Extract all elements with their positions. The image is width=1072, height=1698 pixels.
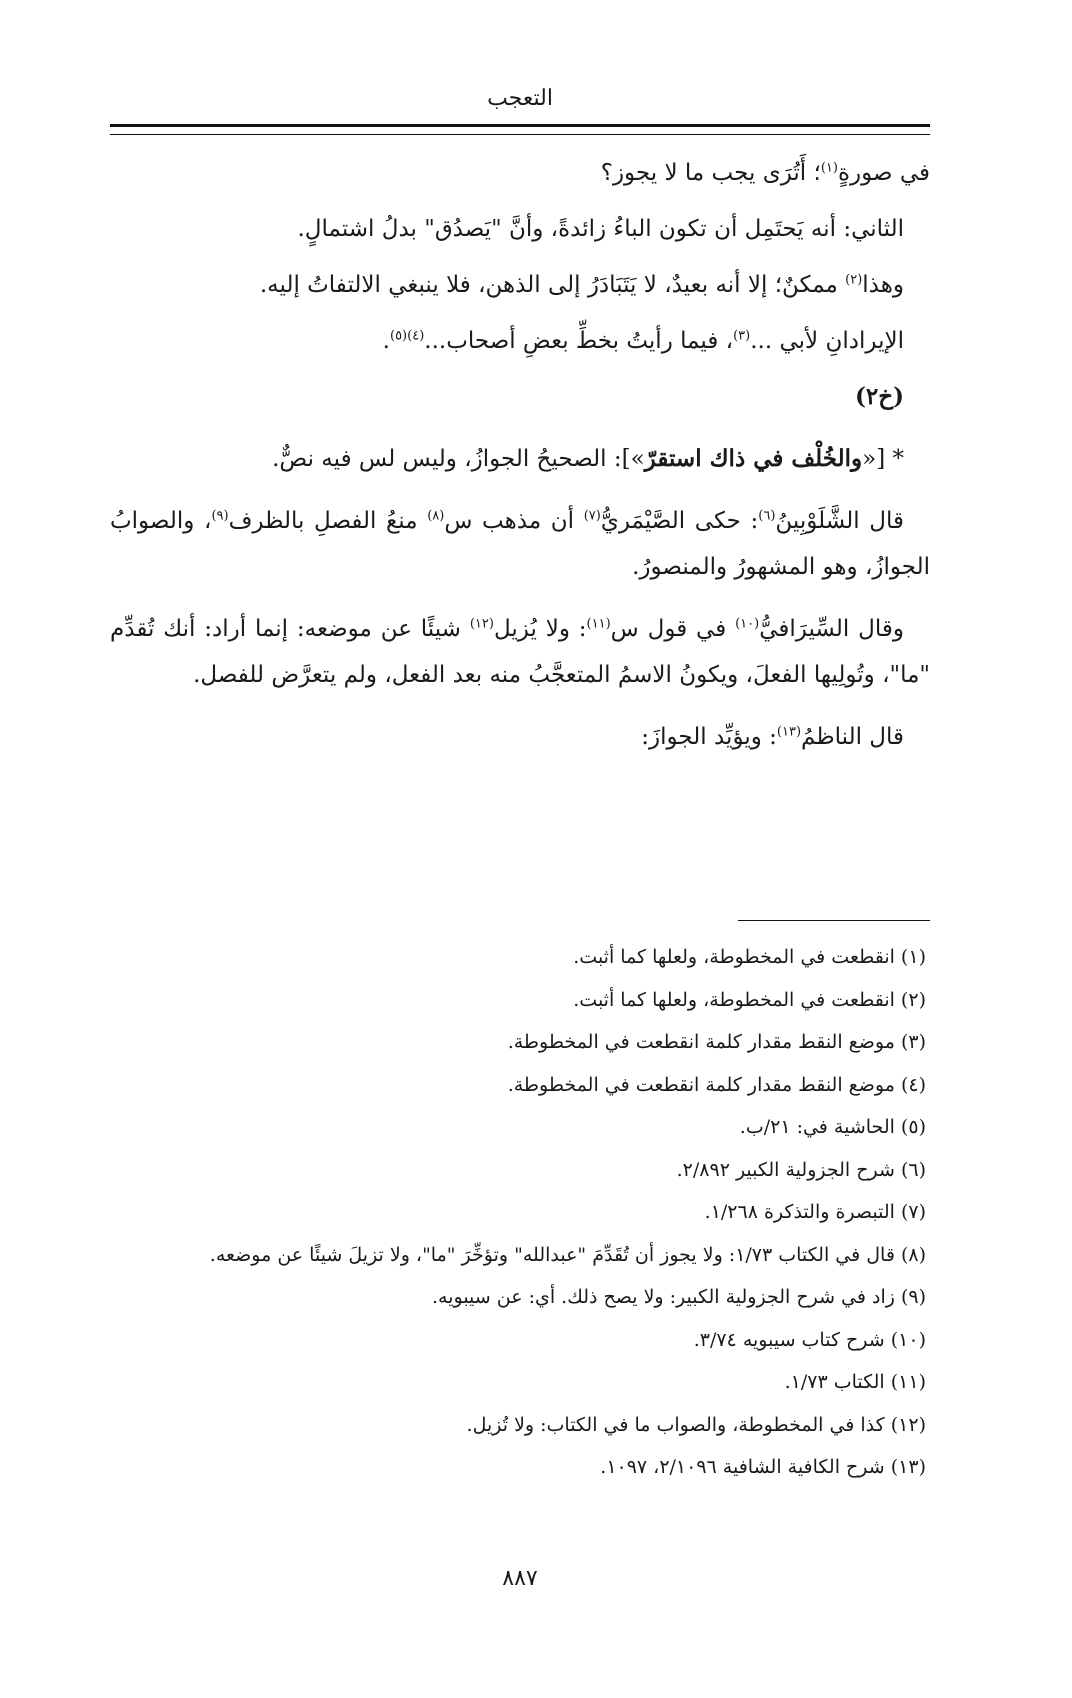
footnote-ref[interactable]: (٨)	[427, 508, 445, 524]
footnote-item: (٢) انقطعت في المخطوطة، ولعلها كما أثبت.	[573, 988, 926, 1011]
paragraph-1: في صورةٍ$^{(١)}$؛ أَتُرَى يجب ما لا يجوز؟	[600, 160, 930, 186]
main-text	[110, 150, 930, 776]
paragraph-5: * [«والخُلْف في ذاك استقرّ»]: الصحيحُ الجوازُ، وليس لس فيه نصٌّ.	[272, 445, 904, 472]
footnote-ref[interactable]: (٣)	[733, 328, 751, 344]
running-header: التعجب	[487, 86, 553, 111]
footnote-item: (١١) الكتاب ١/٧٣.	[784, 1371, 926, 1393]
quoted-verse: والخُلْف في ذاك استقرّ	[644, 445, 863, 472]
paragraph-2: الثاني: أنه يَحتَمِل أن تكون الباءُ زائدةً، وأنَّ "يَصدُق" بدلُ اشتمالٍ.	[297, 216, 904, 242]
paragraph-6: قال الشَّلَوْبِينُ$^{(٦)}$: حكى الصَّيْمَريُّ$^{(٧)}$ أن مذهب س$^{(٨)}$ منعُ الفصلِ بالظرف$^{(٩)}$، والصوابُ الجوازُ، وهو المشهورُ والمنصورُ.	[110, 508, 930, 580]
page-number: ٨٨٧	[502, 1566, 538, 1591]
footnote-ref[interactable]: (٥)	[389, 328, 408, 344]
footnote-item: (١٣) شرح الكافية الشافية ٢/١٠٩٦، ١٠٩٧.	[600, 1456, 926, 1478]
footnote-ref[interactable]: (٢)	[845, 272, 863, 288]
footnote-ref[interactable]: (٤)	[407, 328, 425, 344]
section-heading: (خ٢)	[855, 383, 904, 410]
paragraph-4: الإيرادانِ لأبي ...$^{(٣)}$، فيما رأيتُ بخطِّ بعضِ أصحاب...$^{(٤)(٥)}$.	[382, 328, 904, 354]
footnote-ref[interactable]: (١٠)	[735, 616, 760, 632]
footnote-item: (٣) موضع النقط مقدار كلمة انقطعت في المخطوطة.	[507, 1031, 926, 1053]
footnote-item: (١) انقطعت في المخطوطة، ولعلها كما أثبت.	[573, 946, 926, 968]
footnote-item: (١٢) كذا في المخطوطة، والصواب ما في الكتاب: ولا تُزيل.	[466, 1413, 926, 1436]
footnote-item: (٦) شرح الجزولية الكبير ٢/٨٩٢.	[676, 1158, 926, 1181]
paragraph-3: وهذا$^{(٢)}$ ممكنٌ؛ إلا أنه بعيدٌ، لا يَتَبَادَرُ إلى الذهن، فلا ينبغي الالتفاتُ إليه.	[259, 272, 904, 298]
paragraph-7: وقال السِّيرَافيُّ$^{(١٠)}$ في قول س$^{(١١)}$: ولا يُزيل$^{(١٢)}$ شيئًا عن موضعه: إنما أراد: أنك تُقدِّم "ما"، وتُولِيها الفعلَ، ويكونُ الاسمُ المتعجَّبُ منه بعد الفعل، ولم يتعرَّض للفصل.	[110, 616, 930, 688]
footnote-ref[interactable]: (٦)	[758, 508, 776, 524]
footnote-item: (١٠) شرح كتاب سيبويه ٣/٧٤.	[693, 1328, 926, 1351]
footnote-item: (٧) التبصرة والتذكرة ١/٢٦٨.	[704, 1201, 926, 1223]
footnote-separator	[738, 920, 930, 921]
footnote-ref[interactable]: (١٢)	[469, 616, 494, 632]
header-rule-thin	[110, 134, 930, 135]
header-rule-thick	[110, 124, 930, 127]
footnote-ref[interactable]: (١١)	[586, 616, 611, 632]
footnote-ref[interactable]: (٩)	[211, 508, 229, 524]
paragraph-8: قال الناظمُ$^{(١٣)}$: ويؤيِّد الجوازَ:	[641, 724, 904, 750]
footnote-item: (٥) الحاشية في: ٢١/ب.	[739, 1116, 926, 1138]
footnote-ref[interactable]: (١٣)	[776, 724, 802, 740]
footnotes	[110, 936, 930, 1489]
footnote-ref[interactable]: (٧)	[583, 508, 601, 524]
footnote-item: (٨) قال في الكتاب ١/٧٣: ولا يجوز أن تُقَدِّمَ "عبدالله" وتؤخِّرَ "ما"، ولا تزيلَ شيئًا عن موضعه.	[209, 1243, 926, 1266]
footnote-ref[interactable]: (١)	[820, 160, 838, 176]
footnote-item: (٩) زاد في شرح الجزولية الكبير: ولا يصح ذلك. أي: عن سيبويه.	[431, 1286, 926, 1308]
footnote-item: (٤) موضع النقط مقدار كلمة انقطعت في المخطوطة.	[507, 1073, 926, 1096]
